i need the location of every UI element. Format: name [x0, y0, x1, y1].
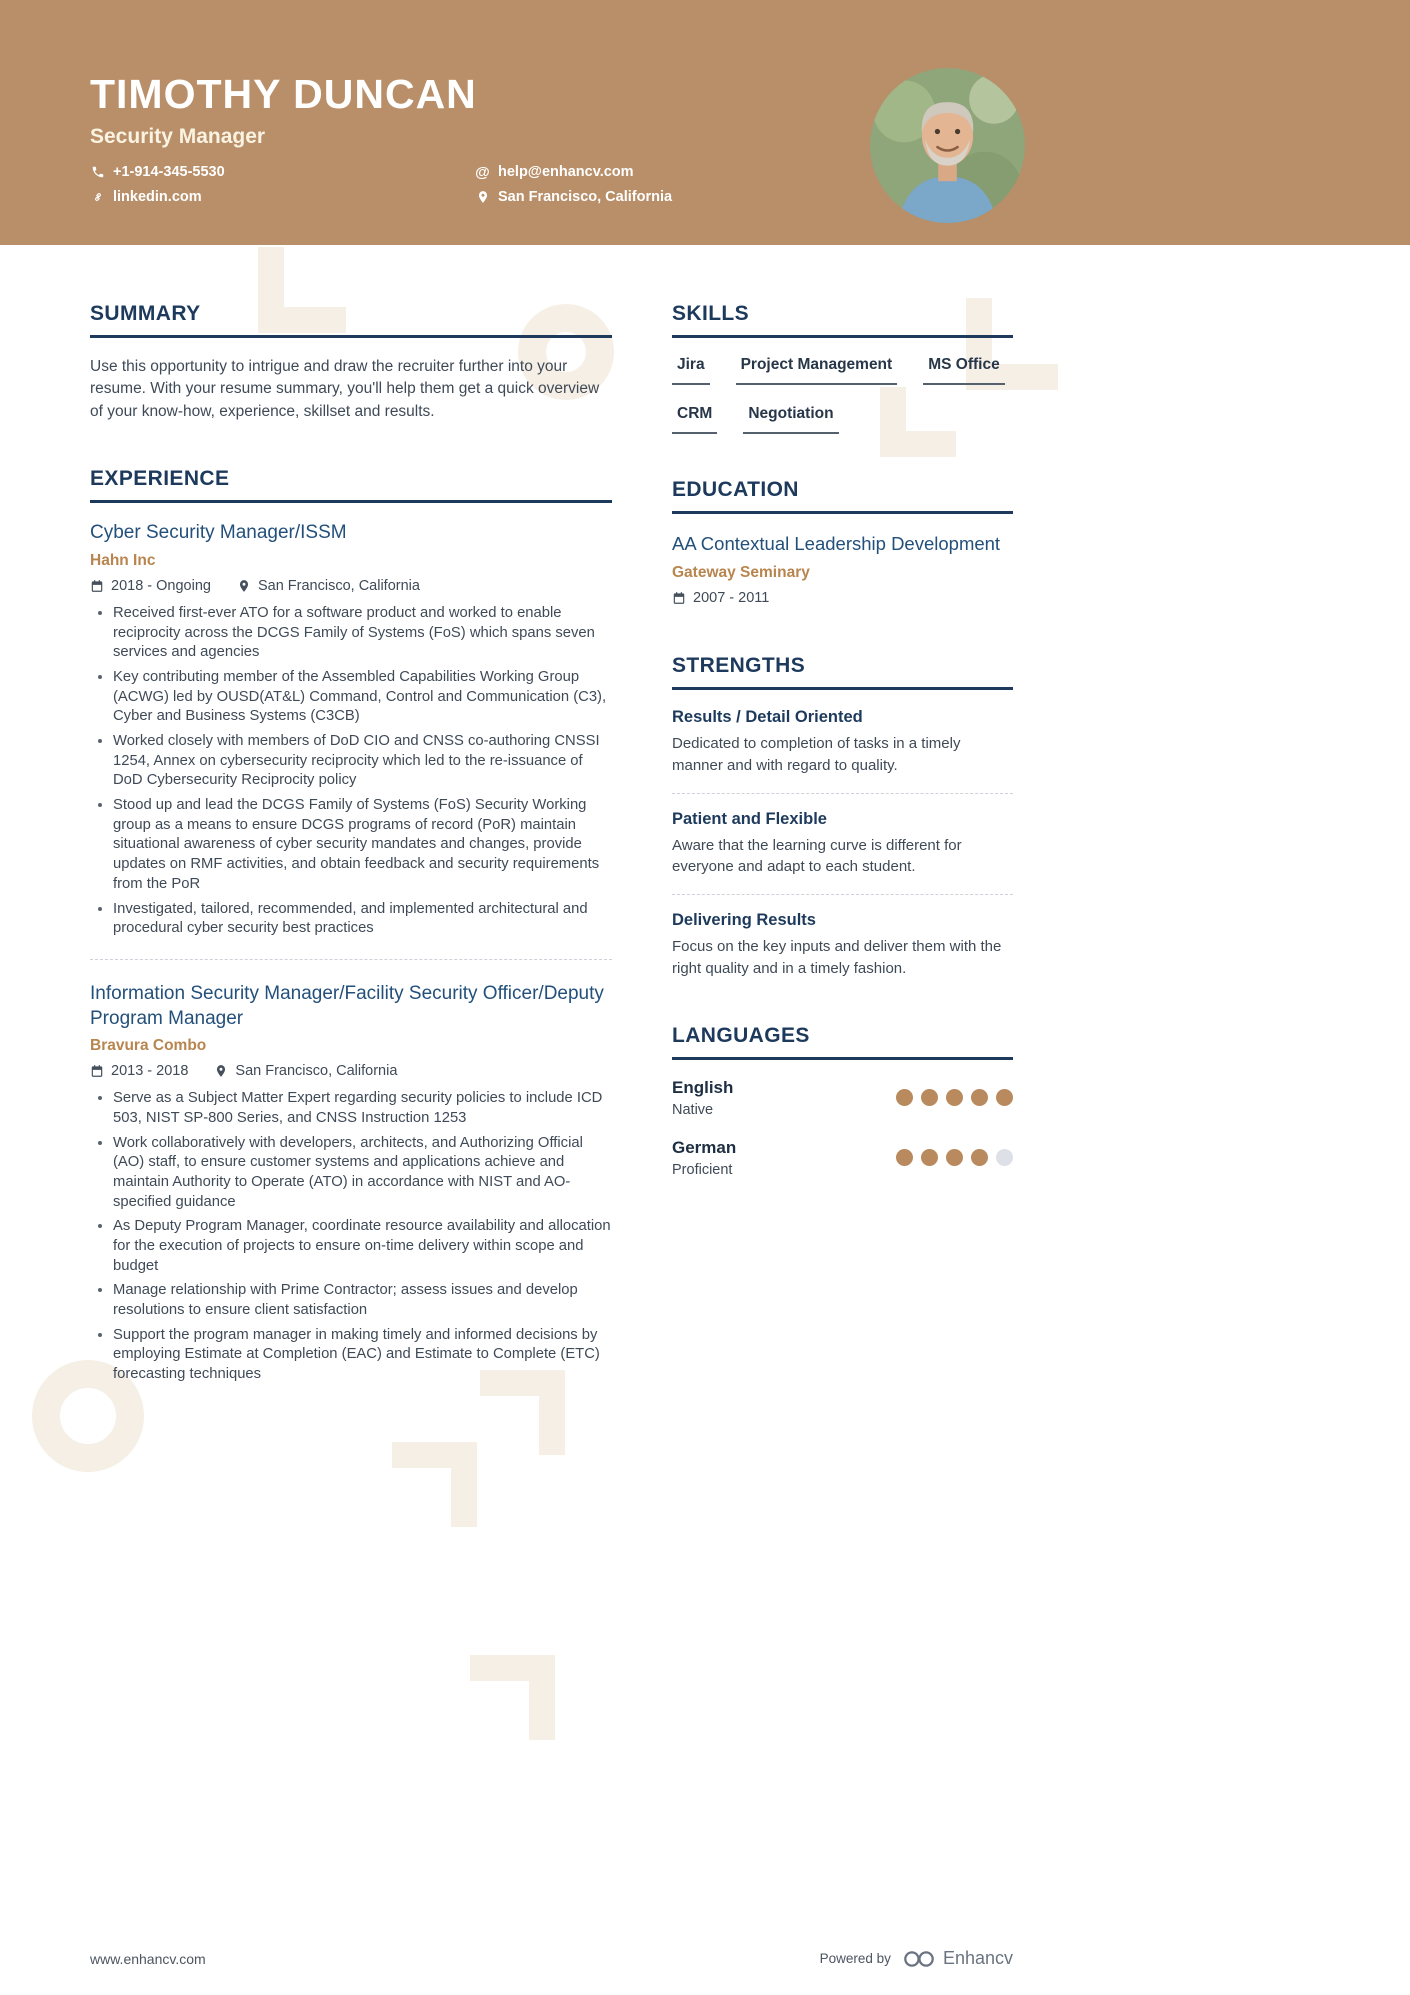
strength-title: Results / Detail Oriented	[672, 708, 863, 727]
resume-body	[0, 245, 1410, 1429]
language-item	[672, 1138, 1013, 1178]
contact-info	[90, 164, 1410, 205]
job-dates-text: 2013 - 2018	[111, 1063, 189, 1080]
strengths-heading: STRENGTHS	[672, 654, 1013, 690]
proficiency-dot-filled	[946, 1149, 963, 1166]
job-location	[237, 578, 420, 594]
proficiency-dot-filled	[946, 1089, 963, 1106]
skill-item: MS Office	[923, 356, 1004, 385]
job-bullet-list	[90, 604, 612, 939]
website-url: linkedin.com	[113, 189, 202, 205]
skills-section	[672, 302, 1013, 434]
summary-heading: SUMMARY	[90, 302, 612, 338]
language-level: Proficient	[672, 1161, 733, 1178]
strengths-section	[672, 654, 1013, 980]
location-pin-icon	[237, 579, 251, 593]
job-meta	[90, 578, 612, 594]
email-address: help@enhancv.com	[498, 164, 634, 180]
bullet-item: • Manage relationship with Prime Contractor; assess issues and develop resolutions to ensure client satisfaction	[113, 1281, 612, 1320]
proficiency-dot-empty	[996, 1149, 1013, 1166]
decorative-shape	[392, 1442, 477, 1527]
bullet-item: • Support the program manager in making timely and informed decisions by employing Estimate at Completion (EAC) and Estimate to Complete (ETC) forecasting techniques	[113, 1326, 612, 1385]
enhancv-logo-icon	[902, 1949, 936, 1969]
proficiency-dot-filled	[971, 1149, 988, 1166]
job-entry	[90, 982, 612, 1385]
resume-header	[0, 0, 1410, 245]
phone-icon	[90, 165, 105, 180]
job-bullet-list	[90, 1089, 612, 1384]
education-heading: EDUCATION	[672, 478, 1013, 514]
strength-item	[672, 911, 1013, 980]
right-column	[672, 302, 1013, 1222]
job-title: Cyber Security Manager/ISSM	[90, 522, 347, 544]
powered-by	[820, 1948, 1013, 1969]
location-pin-icon	[475, 190, 490, 205]
company-name: Hahn Inc	[90, 552, 156, 570]
language-proficiency-dots	[896, 1149, 1013, 1166]
school-name: Gateway Seminary	[672, 564, 810, 582]
enhancv-brand-link[interactable]	[902, 1948, 1013, 1969]
bullet-item: • As Deputy Program Manager, coordinate resource availability and allocation for the execution of projects to ensure on-time delivery within scope and budget	[113, 1217, 612, 1276]
experience-section	[90, 467, 612, 1384]
job-location	[214, 1063, 397, 1079]
education-dates-text: 2007 - 2011	[693, 590, 770, 607]
job-location-text: San Francisco, California	[257, 578, 420, 595]
summary-text: Use this opportunity to intrigue and draw the recruiter further into your resume. With your resume summary, you'll help them get a quick overview of your know-how, experience, skillset and results.	[90, 358, 600, 420]
strength-text: Aware that the learning curve is different for everyone and adapt to each student.	[672, 836, 962, 876]
skills-heading: SKILLS	[672, 302, 1013, 338]
degree-title: AA Contextual Leadership Development	[672, 533, 1001, 554]
language-labels	[672, 1138, 736, 1178]
summary-section	[90, 302, 612, 423]
page-footer	[90, 1948, 1013, 1969]
phone-contact	[90, 164, 475, 180]
footer-site-link[interactable]: www.enhancv.com	[90, 1950, 206, 1967]
bullet-item: • Serve as a Subject Matter Expert regarding security policies to include ICD 503, NIST SP-800 Series, and CNSS Instruction 1253	[113, 1089, 612, 1128]
skill-item: CRM	[672, 405, 717, 434]
proficiency-dot-filled	[921, 1149, 938, 1166]
experience-heading: EXPERIENCE	[90, 467, 612, 503]
profile-photo-illustration	[870, 68, 1025, 223]
languages-heading: LANGUAGES	[672, 1024, 1013, 1060]
powered-by-label: Powered by	[819, 1951, 891, 1966]
language-proficiency-dots	[896, 1089, 1013, 1106]
calendar-icon	[672, 591, 686, 605]
strength-divider	[672, 793, 1013, 794]
proficiency-dot-filled	[971, 1089, 988, 1106]
bullet-item: • Investigated, tailored, recommended, and implemented architectural and procedural cyber security best practices	[113, 900, 612, 939]
left-column	[90, 302, 612, 1429]
calendar-icon	[90, 1064, 104, 1078]
job-dates	[90, 578, 211, 594]
bullet-item: • Stood up and lead the DCGS Family of Systems (FoS) Security Working group as a means to ensure DCGS programs of record (PoR) maintain situational awareness of cyber security mandates and changes, provide updates on RMF activities, and obtain feedback and security requirements from the PoR	[113, 796, 612, 894]
strength-divider	[672, 894, 1013, 895]
job-entry	[90, 521, 612, 938]
person-name: TIMOTHY DUNCAN	[90, 71, 477, 117]
company-name: Bravura Combo	[90, 1037, 207, 1055]
language-labels	[672, 1078, 733, 1118]
language-name: German	[672, 1137, 737, 1157]
skill-item: Jira	[672, 356, 710, 385]
job-title: Information Security Manager/Facility Security Officer/Deputy Program Manager	[90, 982, 604, 1029]
proficiency-dot-filled	[921, 1089, 938, 1106]
job-location-text: San Francisco, California	[235, 1063, 398, 1080]
strength-title: Delivering Results	[672, 911, 816, 930]
proficiency-dot-filled	[996, 1089, 1013, 1106]
decorative-shape	[470, 1655, 555, 1740]
proficiency-dot-filled	[896, 1089, 913, 1106]
education-dates	[672, 590, 769, 606]
strength-title: Patient and Flexible	[672, 809, 827, 828]
job-dates-text: 2018 - Ongoing	[111, 578, 211, 595]
proficiency-dot-filled	[896, 1149, 913, 1166]
experience-divider	[90, 959, 612, 960]
profile-photo	[870, 68, 1025, 223]
strength-item	[672, 810, 1013, 879]
language-item	[672, 1078, 1013, 1118]
person-job-title: Security Manager	[90, 125, 266, 148]
language-level: Native	[672, 1101, 714, 1118]
languages-section	[672, 1024, 1013, 1178]
website-contact[interactable]	[90, 189, 475, 205]
bullet-item: • Received first-ever ATO for a software product and worked to enable reciprocity across the DCGS Family of Systems (FoS) which spans seven services and agencies	[113, 604, 612, 663]
skill-item: Project Management	[736, 356, 898, 385]
job-meta	[90, 1063, 612, 1079]
location-pin-icon	[214, 1064, 228, 1078]
education-section	[672, 478, 1013, 610]
location-text: San Francisco, California	[498, 189, 673, 205]
strength-text: Dedicated to completion of tasks in a timely manner and with regard to quality.	[672, 735, 961, 774]
at-icon: @	[475, 163, 490, 181]
language-name: English	[672, 1077, 734, 1097]
bullet-item: • Work collaboratively with developers, architects, and Authorizing Official (AO) staff, to ensure customer systems and applications achieve and maintain Authority to Operate (ATO) in accordance with NIST and AO-specified guidance	[113, 1134, 612, 1213]
strength-text: Focus on the key inputs and deliver them with the right quality and in a timely fashion.	[672, 938, 1002, 977]
link-icon	[90, 190, 105, 205]
enhancv-brand-name: Enhancv	[942, 1948, 1013, 1968]
strength-item	[672, 708, 1013, 777]
bullet-item: • Worked closely with members of DoD CIO and CNSS co-authoring CNSSI 1254, Annex on cybersecurity reciprocity which led to the re-issuance of DoD Cybersecurity Reciprocity policy	[113, 732, 612, 791]
job-dates	[90, 1063, 188, 1079]
bullet-item: • Key contributing member of the Assembled Capabilities Working Group (ACWG) led by OUSD(AT&L) Command, Control and Communication (C3), Cyber and Business Systems (C3CB)	[113, 668, 612, 727]
skill-item: Negotiation	[743, 405, 838, 434]
calendar-icon	[90, 579, 104, 593]
skills-list	[672, 356, 1013, 434]
phone-number: +1-914-345-5530	[113, 164, 225, 180]
